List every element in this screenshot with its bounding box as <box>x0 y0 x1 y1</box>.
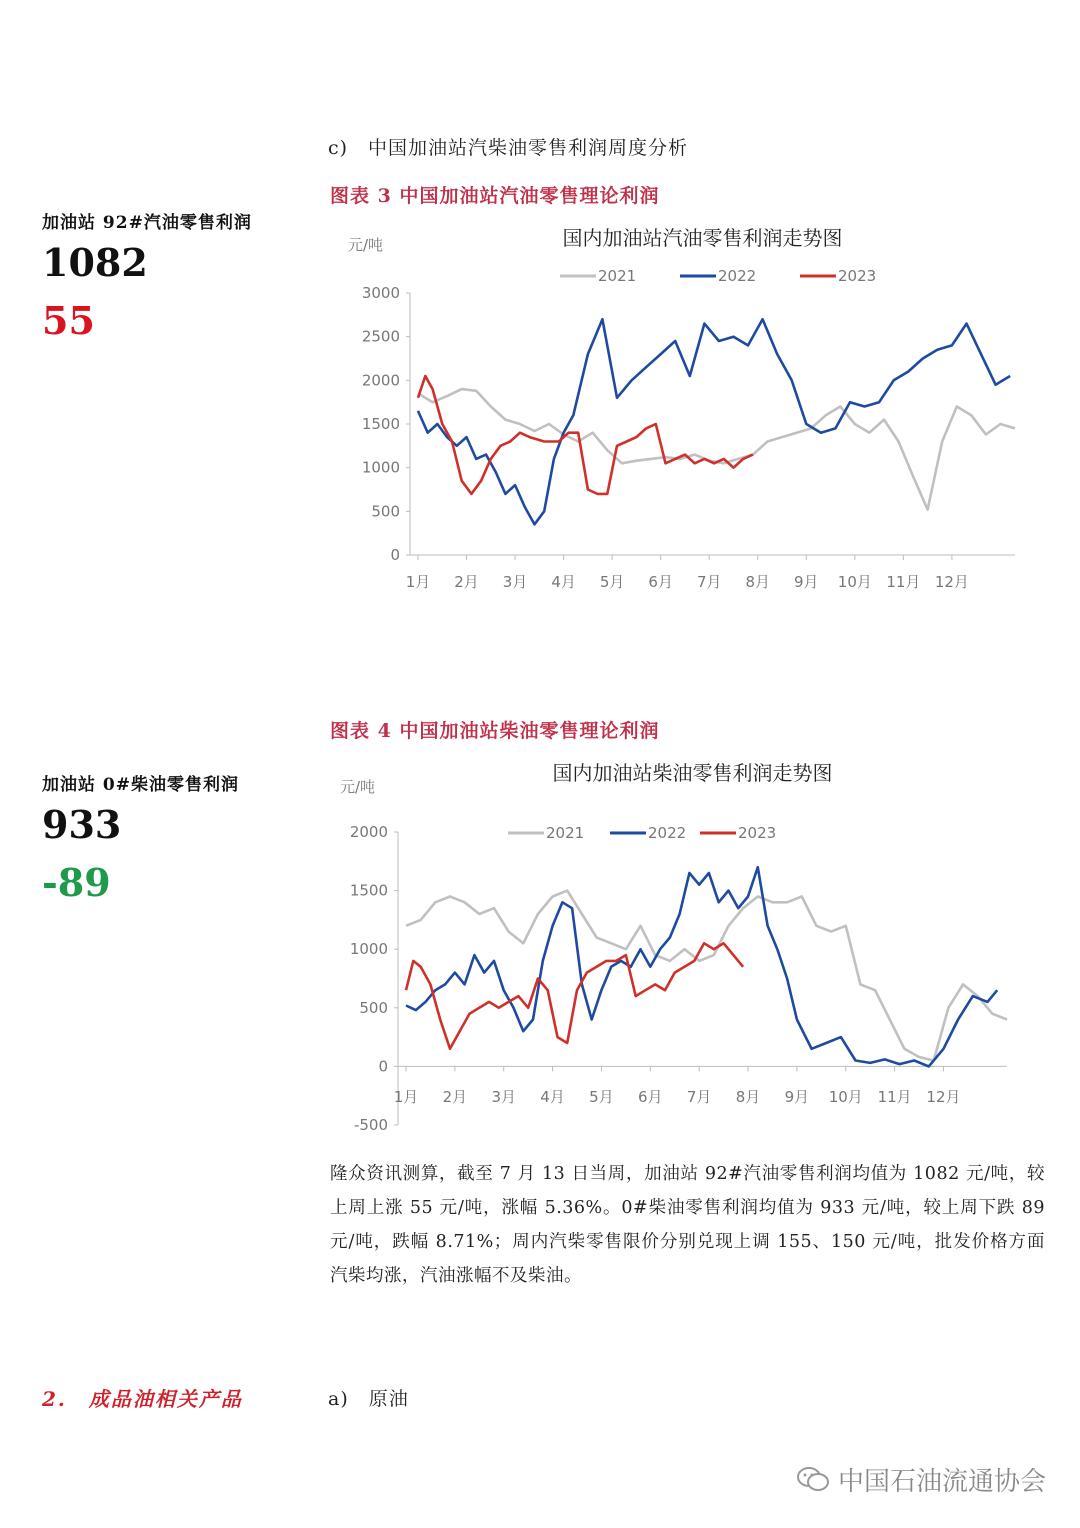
section-c-heading: c) 中国加油站汽柴油零售利润周度分析 <box>328 137 689 159</box>
y-axis-unit: 元/吨 <box>348 236 384 254</box>
x-tick-label: 5月 <box>599 573 625 591</box>
chart-title: 国内加油站柴油零售利润走势图 <box>552 761 833 785</box>
y-axis-unit: 元/吨 <box>340 778 376 796</box>
x-tick-label: 2月 <box>454 573 479 591</box>
x-tick-label: 1月 <box>405 573 431 591</box>
diesel-side-label: 加油站 0#柴油零售利润 <box>42 775 239 795</box>
x-tick-label: 8月 <box>745 573 771 591</box>
x-tick-label: 6月 <box>638 1088 663 1106</box>
wechat-icon <box>796 1465 830 1500</box>
section-2-heading: 2. 成品油相关产品 <box>42 1387 243 1411</box>
chart-title: 国内加油站汽油零售利润走势图 <box>562 226 843 250</box>
legend-label-2021: 2021 <box>598 267 637 285</box>
y-tick-label: 500 <box>359 998 388 1017</box>
x-tick-label: 7月 <box>696 573 722 591</box>
x-tick-label: 2月 <box>442 1088 468 1106</box>
gasoline-profit-value: 1082 <box>42 240 148 285</box>
legend-label-2023: 2023 <box>838 267 877 285</box>
x-tick-label: 12月 <box>926 1088 961 1106</box>
x-tick-label: 3月 <box>502 573 528 591</box>
watermark <box>796 1461 1046 1500</box>
x-tick-label: 4月 <box>540 1088 565 1106</box>
gasoline-side-label: 加油站 92#汽油零售利润 <box>42 213 252 233</box>
x-tick-label: 11月 <box>877 1088 912 1106</box>
y-tick-label: 1000 <box>349 940 388 959</box>
x-tick-label: 5月 <box>589 1088 614 1106</box>
x-tick-label: 11月 <box>886 573 921 591</box>
gasoline-profit-chart <box>330 215 1030 600</box>
y-tick-label: 2000 <box>349 823 388 841</box>
y-tick-label: 1500 <box>361 415 400 433</box>
x-tick-label: 9月 <box>794 573 819 591</box>
diesel-profit-change: -89 <box>42 860 111 905</box>
diesel-profit-chart <box>330 752 1030 1147</box>
x-tick-label: 9月 <box>784 1088 810 1106</box>
y-tick-label: 1000 <box>361 458 400 477</box>
figure-4-title: 图表 4 中国加油站柴油零售理论利润 <box>330 720 660 742</box>
x-tick-label: 4月 <box>551 573 576 591</box>
series-line-2021 <box>406 891 1007 1061</box>
x-tick-label: 3月 <box>491 1088 516 1106</box>
diesel-profit-value: 933 <box>42 802 122 847</box>
x-tick-label: 6月 <box>648 573 673 591</box>
x-tick-label: 7月 <box>686 1088 712 1106</box>
y-tick-label: 2500 <box>361 327 400 346</box>
series-line-2022 <box>406 867 997 1066</box>
analysis-paragraph: 隆众资讯测算，截至 7 月 13 日当周，加油站 92#汽油零售利润均值为 1082 元/吨，较上周上涨 55 元/吨，涨幅 5.36%。0#柴油零售利润均值为 933 元/吨，较上周下跌 89 元/吨，跌幅 8.71%；周内汽柴零售限价分别兑现上调 155、150 元/吨，批发价格方面汽柴均涨，汽油涨幅不及柴油。 <box>330 1164 1045 1286</box>
y-tick-label: 3000 <box>361 284 400 302</box>
figure-3-title: 图表 3 中国加油站汽油零售理论利润 <box>330 185 660 207</box>
y-tick-label: 1500 <box>349 881 388 900</box>
legend-label-2022: 2022 <box>648 824 687 842</box>
series-line-2023 <box>418 376 753 494</box>
legend-label-2021: 2021 <box>546 824 585 842</box>
watermark-text: 中国石油流通协会 <box>837 1467 1046 1497</box>
x-tick-label: 12月 <box>934 573 969 591</box>
y-tick-label: 2000 <box>361 371 400 390</box>
x-tick-label: 1月 <box>393 1088 419 1106</box>
section-a-heading: a) 原油 <box>328 1388 409 1410</box>
y-tick-label: 0 <box>378 1057 388 1076</box>
x-tick-label: 10月 <box>828 1088 863 1106</box>
legend-label-2023: 2023 <box>738 824 777 842</box>
y-tick-label: 0 <box>390 546 400 564</box>
series-line-2023 <box>406 943 743 1049</box>
gasoline-profit-change: 55 <box>42 298 95 343</box>
y-tick-label: -500 <box>353 1116 388 1134</box>
x-tick-label: 8月 <box>735 1088 761 1106</box>
legend-label-2022: 2022 <box>718 267 757 285</box>
y-tick-label: 500 <box>371 502 400 521</box>
x-tick-label: 10月 <box>837 573 872 591</box>
